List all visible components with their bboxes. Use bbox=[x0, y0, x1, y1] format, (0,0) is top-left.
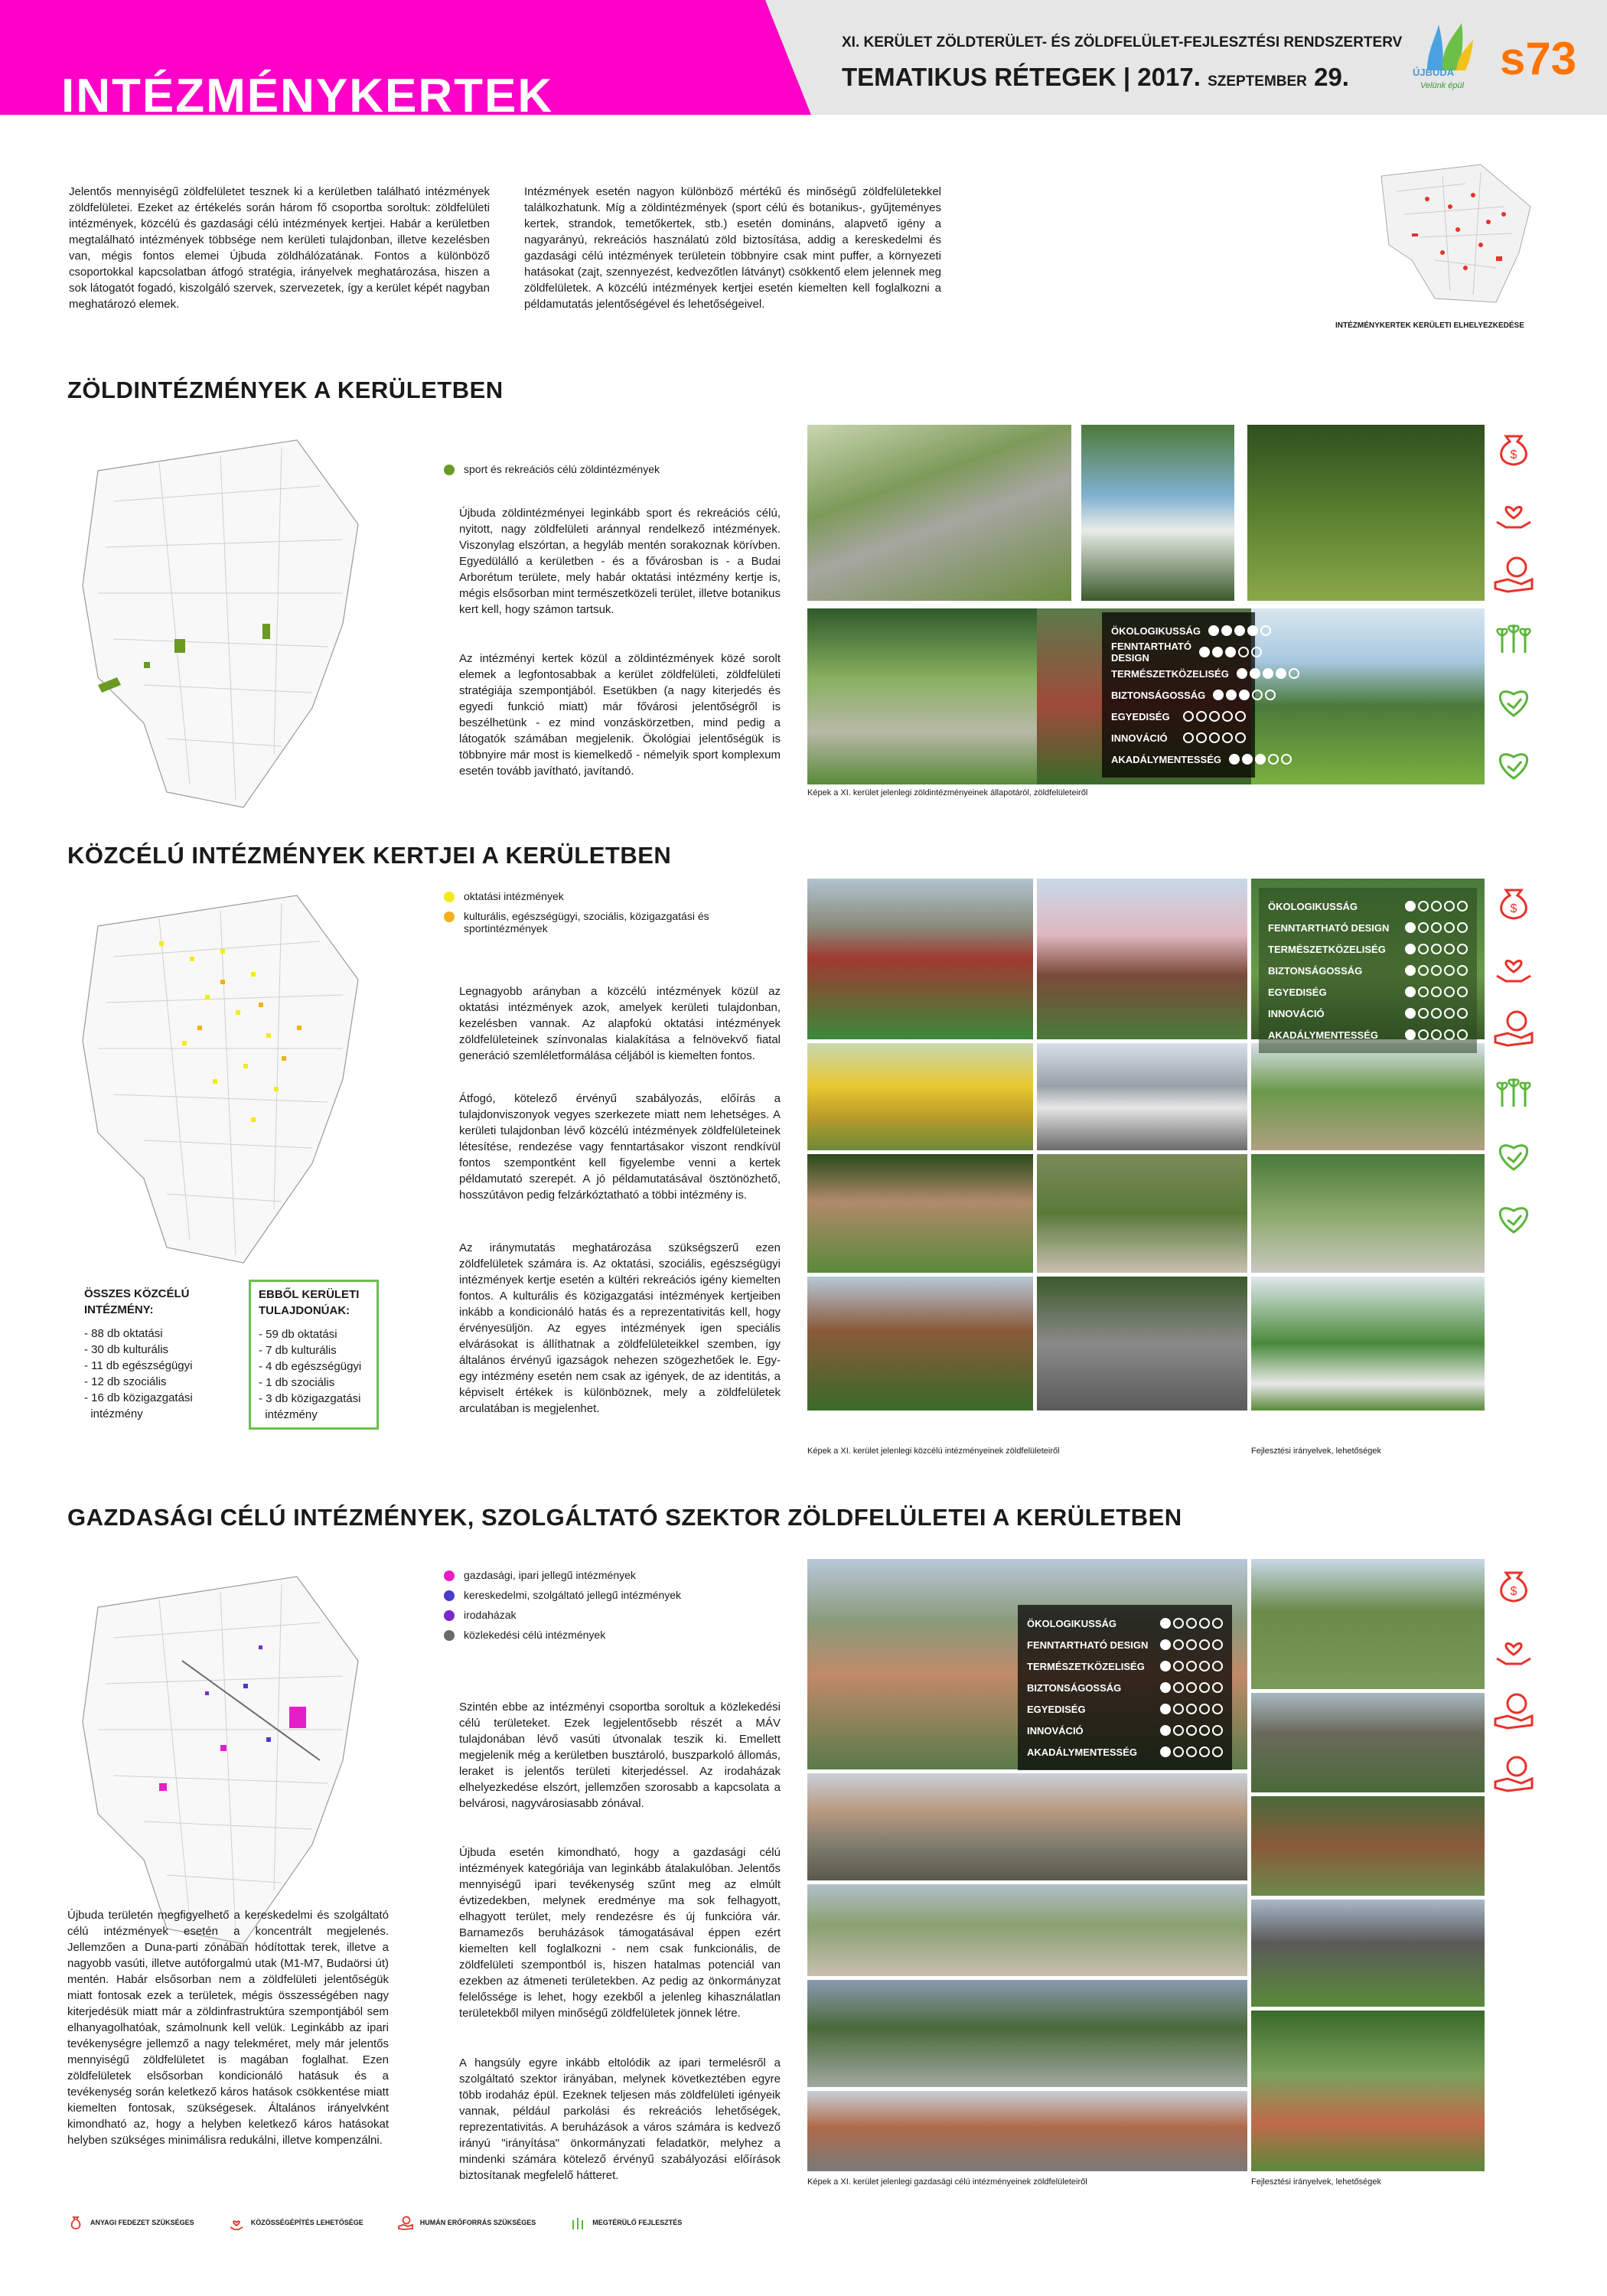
rating-circle bbox=[1418, 901, 1429, 912]
rating-circle bbox=[1160, 1639, 1171, 1650]
rating-label: EGYEDISÉG bbox=[1027, 1703, 1086, 1715]
rating-row bbox=[1027, 1634, 1223, 1655]
photo-green-rail bbox=[1251, 1796, 1485, 1896]
heart-leaf-icon bbox=[1491, 1130, 1537, 1176]
rating-circle bbox=[1405, 965, 1416, 976]
photo-power-plant bbox=[807, 2091, 1247, 2171]
section3-caption-left: Képek a XI. kerület jelenlegi gazdasági célú intézményeinek zöldfelületeiről bbox=[807, 2177, 1087, 2187]
rating-circle bbox=[1405, 922, 1416, 933]
rating-circle bbox=[1457, 944, 1468, 954]
rating-circles bbox=[1160, 1746, 1223, 1757]
district-owned-box bbox=[249, 1280, 379, 1430]
rating-label: AKADÁLYMENTESSÉG bbox=[1268, 1029, 1378, 1041]
rating-row bbox=[1111, 748, 1246, 770]
rating-label: EGYEDISÉG bbox=[1111, 710, 1170, 722]
rating-circle bbox=[1276, 668, 1286, 679]
money-hand-icon bbox=[1491, 1004, 1537, 1050]
rating-circle bbox=[1199, 1618, 1210, 1629]
money-hand-icon bbox=[1491, 550, 1537, 596]
plants-icon bbox=[569, 2214, 586, 2231]
rating-circle bbox=[1405, 901, 1416, 912]
section2-text-3: Az iránymutatás meghatározása szükségszerű ezen zöldfelületek számára is. Az oktatási, szociális, egészségügyi intézmények kertje esetén a kültéri rekreációs igény kiemelten fontos. A kulturális és közigazgatási intézmények kertjeiben inkább a kondicionáló hatás és a reprezentativitás kell, hogy érvényesüljön. Az egyes intézmények igen speciális elvárásokat is állíthatnak a zöldfelületeikkel szemben, így általános érvényű igazságok nehezen szögezhetőek le. Egy-egy intézmény esetén nem csak az igények, de az identitás, a képviselt értékek is különböznek, mely a zöldfelületek arculatában is megjelenhet. bbox=[459, 1241, 781, 1415]
rating-label: BIZTONSÁGOSSÁG bbox=[1111, 689, 1206, 701]
rating-row bbox=[1111, 727, 1246, 748]
rating-label: AKADÁLYMENTESSÉG bbox=[1027, 1746, 1137, 1758]
section1-text-2: Az intézményi kertek közül a zöldintézmények közé sorolt elemek a legfontosabbak a kerület zöldfelületi, zöldfelületi stratégiája szempontjából. Esetükben (a nagy kiterjedés és egyedi funkció miatt) már fővárosi jelentőségről is beszélhetünk - ez mind vonzáskörzetben, mind pedig a látogatók számában megjelenik. Ökológiai jelentőségük is többnyire már most is kiemelkedő - némelyik sport komplexum esetén tovább javítható, javítandó. bbox=[459, 652, 781, 778]
footer-label: HUMÁN ERŐFORRÁS SZÜKSÉGES bbox=[419, 2219, 536, 2226]
rating-circle bbox=[1457, 1029, 1468, 1040]
page-code: s73 bbox=[1500, 33, 1577, 84]
rating-circle bbox=[1196, 711, 1207, 722]
rating-circle bbox=[1186, 1682, 1197, 1693]
rating-label: ÖKOLOGIKUSSÁG bbox=[1268, 900, 1358, 912]
rating-circles bbox=[1229, 754, 1292, 765]
rating-circle bbox=[1281, 754, 1292, 765]
photo-park-lawn bbox=[1251, 1559, 1485, 1689]
money-hand-icon bbox=[1491, 1750, 1537, 1795]
rating-circle bbox=[1444, 965, 1455, 976]
section2-district-map bbox=[67, 888, 366, 1270]
rating-circle bbox=[1212, 647, 1223, 657]
rating-circle bbox=[1289, 668, 1299, 679]
plants-icon bbox=[1491, 1067, 1537, 1113]
rating-circle bbox=[1234, 625, 1245, 636]
rating-circle bbox=[1160, 1618, 1171, 1629]
photo-school-sportfield bbox=[807, 879, 1033, 1039]
rating-circle bbox=[1431, 987, 1442, 997]
header-subtitle: XI. KERÜLET ZÖLDTERÜLET- ÉS ZÖLDFELÜLET-FEJLESZTÉSI RENDSZERTERV bbox=[842, 34, 1403, 51]
rating-circle bbox=[1196, 732, 1207, 743]
photo-office-courtyard bbox=[807, 1884, 1247, 1976]
rating-circle bbox=[1229, 754, 1240, 765]
rating-circle bbox=[1252, 690, 1263, 700]
footer-item bbox=[397, 2214, 536, 2231]
money-hand-icon bbox=[397, 2214, 414, 2231]
rating-circle bbox=[1212, 1639, 1223, 1650]
rating-circle bbox=[1160, 1746, 1171, 1757]
rating-label: INNOVÁCIÓ bbox=[1027, 1724, 1084, 1737]
rating-circle bbox=[1160, 1704, 1171, 1714]
rating-circle bbox=[1173, 1639, 1184, 1650]
rating-circle bbox=[1265, 690, 1276, 700]
legend-label: kulturális, egészségügyi, szociális, közigazgatási és sportintézmények bbox=[464, 910, 709, 934]
rating-circle bbox=[1235, 732, 1246, 743]
location-map-caption: INTÉZMÉNYKERTEK KERÜLETI ELHELYEZKEDÉSE bbox=[1335, 321, 1524, 330]
rating-label: TERMÉSZETKÖZELISÉG bbox=[1111, 667, 1229, 680]
photo-railway-silos bbox=[807, 1773, 1247, 1880]
section3-text-mid-2: Újbuda esetén kimondható, hogy a gazdasági célú intézmények kategóriája van leginkább átalakulóban. Jelentős mennyiségű ipari tevékenység szűnt meg az elmúlt évtizedekben, melynek eredménye ma sok felhagyott, elhagyott terület, mely rendezésre és új funkcióra vár. Barnamezős beruházások támogatásával éppen ezért kiemelten kell foglalkozni - nem csak funkcionális, de zöldfelületi szempontból is, hiszen hatalmas potenciál van ezekben az átmeneti területekben. Az pedig az önkormányzat felelőssége is lehet, hogy ezekből a jelenleg kihasználatlan területekből milyen minőségű zöldfelületek jönnek létre. bbox=[459, 1846, 781, 2020]
rating-circle bbox=[1457, 1008, 1468, 1019]
rating-circle bbox=[1431, 1029, 1442, 1040]
rating-circle bbox=[1405, 1008, 1416, 1019]
list-item: intézmény bbox=[259, 1408, 318, 1421]
rating-circles bbox=[1405, 901, 1468, 912]
list-item: - 12 db szociális bbox=[84, 1375, 167, 1388]
rating-circle bbox=[1209, 711, 1220, 722]
rating-label: TERMÉSZETKÖZELISÉG bbox=[1027, 1660, 1145, 1672]
rating-circle bbox=[1212, 1704, 1223, 1714]
footer-label: ANYAGI FEDEZET SZÜKSÉGES bbox=[90, 2219, 194, 2226]
rating-circles bbox=[1405, 944, 1468, 954]
footer-item bbox=[228, 2214, 363, 2231]
rating-circles bbox=[1405, 1008, 1468, 1019]
rating-label: BIZTONSÁGOSSÁG bbox=[1268, 964, 1363, 977]
rating-circle bbox=[1431, 944, 1442, 954]
rating-circle bbox=[1186, 1746, 1197, 1757]
rating-circle bbox=[1238, 647, 1249, 657]
rating-circles bbox=[1405, 987, 1468, 997]
rating-circle bbox=[1431, 922, 1442, 933]
rating-row bbox=[1111, 706, 1246, 727]
svg-text:$: $ bbox=[1510, 902, 1517, 915]
list-item: - 16 db közigazgatási bbox=[84, 1391, 193, 1404]
section2-caption-left: Képek a XI. kerület jelenlegi közcélú intézményeinek zöldfelületeiről bbox=[807, 1446, 1060, 1456]
rating-label: INNOVÁCIÓ bbox=[1111, 732, 1168, 744]
footer-item bbox=[67, 2214, 194, 2231]
photo-public-benches bbox=[1251, 1277, 1485, 1411]
district-location-map bbox=[1366, 161, 1542, 306]
rating-circle bbox=[1213, 690, 1224, 700]
list-item: - 4 db egészségügyi bbox=[259, 1360, 362, 1373]
rating-circle bbox=[1444, 1029, 1455, 1040]
rating-circle bbox=[1457, 922, 1468, 933]
rating-circle bbox=[1199, 1725, 1210, 1736]
photo-office-building bbox=[1037, 1043, 1247, 1150]
section1-caption: Képek a XI. kerület jelenlegi zöldintézményeinek állapotáról, zöldfelületeiről bbox=[807, 788, 1088, 797]
rating-circles bbox=[1183, 732, 1246, 743]
rating-circle bbox=[1268, 754, 1279, 765]
rating-circle bbox=[1183, 711, 1194, 722]
box-title: ÖSSZES KÖZCÉLÚ INTÉZMÉNY: bbox=[84, 1287, 190, 1316]
rating-label: FENNTARTHATÓ DESIGN bbox=[1268, 921, 1390, 934]
list-item: intézmény bbox=[84, 1407, 143, 1420]
rating-circle bbox=[1405, 1029, 1416, 1040]
logo-name: ÚJBUDA bbox=[1413, 67, 1455, 78]
logo-tagline: Velünk épül bbox=[1420, 81, 1465, 90]
legend-label: oktatási intézmények bbox=[464, 890, 564, 902]
footer-item bbox=[569, 2214, 682, 2231]
rating-circle bbox=[1209, 732, 1220, 743]
money-bag-icon bbox=[67, 2214, 84, 2231]
rating-circle bbox=[1173, 1746, 1184, 1757]
hands-heart-icon bbox=[228, 2214, 245, 2231]
rating-label: EGYEDISÉG bbox=[1268, 986, 1327, 998]
section3-text-left: Újbuda területén megfigyelhető a kereskedelmi és szolgáltató célú intézmények esetén a koncentrált megjelenés. Jellemzően a Duna-parti zónában hódítottak terek, illetve a nagyobb vasúti, illetve autóforgalmú utak (M1-M7, Budaörsi út) mentén. Habár elsősorban nem a zöldfelületi jelentőségük miatt fontosak ezek a területek, mégis összességében nagy kiterjedésük miatt már a zöldinfrastruktúra szempontjából sem elhanyagolhatóak, számolnunk kell velük. Leginkább az ipari tevékenységre jellemző a nagy telekméret, mely már jelentős mennyiségű zöldfelületet is magában foglalhat. Ezen zöldfelületek elsősorban kondicionáló hatásuk és a tevékenység során keletkező káros hatások csökkentése miatt kiemelten fontosak, szükségesek. Általános irányelvként kimondható az, hogy a helyben keletkező káros hatásokat helyben szükséges minimálisra redukálni, illetve kompenzálni. bbox=[67, 1909, 389, 2147]
hands-heart-icon bbox=[1491, 488, 1537, 533]
photo-green-wall bbox=[1037, 1154, 1247, 1273]
rating-circle bbox=[1186, 1725, 1197, 1736]
rating-circle bbox=[1173, 1725, 1184, 1736]
section3-text-mid-1: Szintén ebbe az intézményi csoportba soroltuk a közlekedési célú területeket. Ezek legjelentősebb részét a MÁV tulajdonában lévő vasúti útvonalak teszik ki. Emellett megjelenik még a kerületben busztároló, buszparkoló állomás, leraket is jelentős területi kiterjedéssel. Az irodaházak elhelyezkedése elszórt, jellemzően szorosabb a kapcsolata a belvárosi, nagyvárosiasabb zónával. bbox=[459, 1701, 781, 1810]
section3-text-mid-3: A hangsúly egyre inkább eltolódik az ipari termelésről a szolgáltató szektor irányában, melynek következtében egyre több irodaház épül. Ezeknek teljesen más zöldfelületi igényeik vannak, például parkolási és rekreációs lehetőségek, reprezentativitás. A beruházások a város számára is kedvező irányú "irányítása" önkormányzati feladatkör, melyhez a mindenki számára kötelező érvényű szabályozási előírások biztosítanak megfelelő hátteret. bbox=[459, 2056, 781, 2182]
plants-icon bbox=[1491, 613, 1537, 659]
rating-row bbox=[1111, 641, 1246, 663]
rating-circle bbox=[1260, 625, 1271, 636]
rating-circles bbox=[1160, 1639, 1223, 1650]
section3-legend bbox=[444, 1569, 681, 1649]
rating-circle bbox=[1199, 1682, 1210, 1693]
legend-dot bbox=[444, 1570, 455, 1581]
photo-blossoming-tree bbox=[1037, 879, 1247, 1039]
photo-meadow bbox=[1247, 425, 1485, 601]
rating-circle bbox=[1444, 987, 1455, 997]
rating-circle bbox=[1431, 901, 1442, 912]
legend-label: sport és rekreációs célú zöldintézmények bbox=[464, 463, 660, 475]
footer-legend bbox=[67, 2214, 682, 2231]
rating-circle bbox=[1160, 1661, 1171, 1671]
rating-row bbox=[1027, 1613, 1223, 1634]
ujbuda-logo-icon bbox=[1412, 17, 1481, 105]
rating-circle bbox=[1250, 668, 1260, 679]
money-hand-icon bbox=[1491, 1687, 1537, 1733]
rating-circle bbox=[1186, 1618, 1197, 1629]
rating-circle bbox=[1251, 647, 1262, 657]
page-title: INTÉZMÉNYKERTEK bbox=[61, 70, 554, 122]
development-icons-1 bbox=[1491, 425, 1541, 801]
rating-circles bbox=[1199, 647, 1262, 657]
rating-circle bbox=[1444, 944, 1455, 954]
rating-circles bbox=[1183, 711, 1246, 722]
rating-circles bbox=[1160, 1725, 1223, 1736]
rating-circle bbox=[1418, 965, 1429, 976]
rating-circle bbox=[1418, 944, 1429, 954]
rating-circle bbox=[1247, 625, 1258, 636]
photo-industrial-park bbox=[1251, 1693, 1485, 1792]
rating-row bbox=[1111, 684, 1246, 706]
money-bag-icon bbox=[1491, 425, 1537, 471]
photo-green-roof bbox=[807, 1980, 1247, 2087]
list-item: - 59 db oktatási bbox=[259, 1328, 337, 1341]
rating-circles bbox=[1160, 1682, 1223, 1693]
rating-circle bbox=[1173, 1661, 1184, 1671]
legend-dot bbox=[444, 1630, 455, 1641]
rating-circles bbox=[1160, 1661, 1223, 1671]
rating-circle bbox=[1221, 625, 1232, 636]
rating-circle bbox=[1186, 1661, 1197, 1671]
rating-row bbox=[1111, 663, 1246, 684]
legend-dot bbox=[444, 1610, 455, 1621]
intro-text-1: Jelentős mennyiségű zöldfelületet tesznek ki a kerületben található intézmények zöldfelületei. Ezeket az értékelés során három fő csoportba soroltuk: zöldfelületi intézmények, közcélú és gazdasági célú intézmények kertjei. Habár a kerületben megtalálható intézmények többsége nem kerületi tulajdonban, illetve kezelésben van, mégis fontos elemei Újbuda zöldhálózatának. Fontos a különböző csoportokkal kapcsolatban átfogó stratégia, irányelvek meghatározása, hiszen a sok látogatót fogadó, kiszolgáló szervek, szervezetek, így a kerület képét nagyban meghatározó elemek. bbox=[69, 185, 490, 311]
photo-garden-square bbox=[1251, 1043, 1485, 1150]
section1-title: ZÖLDINTÉZMÉNYEK A KERÜLETBEN bbox=[67, 377, 504, 403]
rating-circle bbox=[1212, 1746, 1223, 1757]
money-bag-icon bbox=[1491, 1561, 1537, 1607]
rating-circle bbox=[1212, 1618, 1223, 1629]
legend-label: irodaházak bbox=[464, 1609, 517, 1621]
rating-circle bbox=[1160, 1725, 1171, 1736]
rating-label: ÖKOLOGIKUSSÁG bbox=[1027, 1617, 1117, 1629]
list-item: - 3 db közigazgatási bbox=[259, 1392, 361, 1405]
rating-row bbox=[1268, 1024, 1468, 1045]
rating-circle bbox=[1208, 625, 1219, 636]
rating-circle bbox=[1418, 987, 1429, 997]
rating-circle bbox=[1222, 732, 1233, 743]
photo-swimming-pool bbox=[1081, 425, 1234, 601]
rating-circle bbox=[1186, 1639, 1197, 1650]
rating-circle bbox=[1199, 1661, 1210, 1671]
list-item: - 7 db kulturális bbox=[259, 1344, 337, 1357]
rating-circle bbox=[1405, 944, 1416, 954]
photo-school-building bbox=[807, 1277, 1033, 1411]
rating-circle bbox=[1255, 754, 1266, 765]
rating-row bbox=[1027, 1655, 1223, 1677]
rating-circles bbox=[1405, 1029, 1468, 1040]
rating-circle bbox=[1239, 690, 1250, 700]
heart-leaf-icon bbox=[1491, 739, 1537, 784]
rating-circle bbox=[1186, 1704, 1197, 1714]
rating-row bbox=[1268, 1003, 1468, 1024]
legend-label: gazdasági, ipari jellegű intézmények bbox=[464, 1569, 636, 1581]
photo-elevated-park bbox=[1251, 2011, 1485, 2171]
rating-row bbox=[1027, 1677, 1223, 1698]
rating-label: BIZTONSÁGOSSÁG bbox=[1027, 1681, 1122, 1694]
svg-text:$: $ bbox=[1510, 448, 1517, 461]
rating-circle bbox=[1173, 1618, 1184, 1629]
section2-rating-panel bbox=[1259, 888, 1477, 1053]
hands-heart-icon bbox=[1491, 941, 1537, 987]
section1-legend bbox=[444, 463, 660, 483]
section3-district-map bbox=[67, 1569, 366, 1952]
rating-circle bbox=[1226, 690, 1237, 700]
rating-circle bbox=[1237, 668, 1247, 679]
photo-garden-path bbox=[807, 608, 1037, 784]
rating-circle bbox=[1418, 922, 1429, 933]
photo-hospital-garden bbox=[807, 1154, 1033, 1273]
rating-row bbox=[1268, 981, 1468, 1003]
list-item: - 11 db egészségügyi bbox=[84, 1359, 193, 1372]
legend-dot bbox=[444, 892, 455, 902]
rating-circle bbox=[1183, 732, 1194, 743]
photo-arboretum-stairs bbox=[807, 425, 1071, 601]
money-bag-icon bbox=[1491, 879, 1537, 925]
rating-row bbox=[1268, 938, 1468, 960]
rating-circle bbox=[1457, 965, 1468, 976]
box-title: EBBŐL KERÜLETI TULAJDONÚAK: bbox=[259, 1288, 360, 1317]
photo-wheelchair-garden bbox=[1251, 1154, 1485, 1273]
rating-circle bbox=[1418, 1008, 1429, 1019]
rating-circle bbox=[1405, 987, 1416, 997]
header-band bbox=[765, 0, 1607, 115]
section2-text-2: Átfogó, kötelező érvényű szabályozás, előírás a tulajdonviszonyok vegyes szerkezete miatt nem lehetséges. A kerületi tulajdonban lévő közcélú intézmények zöldfelületeinek létesítése, rendezése vagy fenntartásakor viszont rendkívül fontos szempontként kell figyelembe venni a kertek példamutató szerepét. A jó példamutatásával ösztönözhető, hosszútávon pedig felzárkóztatható a többi intézmény is. bbox=[459, 1092, 781, 1202]
development-icons-3 bbox=[1491, 1561, 1541, 1812]
rating-circle bbox=[1199, 647, 1210, 657]
rating-circles bbox=[1213, 690, 1276, 700]
svg-text:$: $ bbox=[1510, 1585, 1517, 1598]
rating-circle bbox=[1173, 1704, 1184, 1714]
rating-row bbox=[1268, 895, 1468, 917]
photo-bridge-garden bbox=[1251, 1900, 1485, 2007]
hands-heart-icon bbox=[1491, 1624, 1537, 1670]
rating-label: TERMÉSZETKÖZELISÉG bbox=[1268, 943, 1386, 955]
rating-row bbox=[1027, 1720, 1223, 1741]
rating-circles bbox=[1160, 1704, 1223, 1714]
rating-circle bbox=[1212, 1682, 1223, 1693]
development-icons-2 bbox=[1491, 879, 1541, 1255]
rating-label: FENNTARTHATÓ DESIGN bbox=[1111, 641, 1191, 664]
rating-circle bbox=[1199, 1639, 1210, 1650]
legend-label: közlekedési célú intézmények bbox=[464, 1629, 606, 1641]
rating-label: AKADÁLYMENTESSÉG bbox=[1111, 753, 1221, 765]
rating-circle bbox=[1444, 922, 1455, 933]
section3-caption-right: Fejlesztési irányelvek, lehetőségek bbox=[1251, 2177, 1381, 2187]
section2-title: KÖZCÉLÚ INTÉZMÉNYEK KERTJEI A KERÜLETBEN bbox=[67, 842, 672, 869]
list-item: - 88 db oktatási bbox=[84, 1327, 163, 1340]
rating-circles bbox=[1160, 1618, 1223, 1629]
rating-circles bbox=[1208, 625, 1271, 636]
section2-text-1: Legnagyobb arányban a közcélú intézmények közül az oktatási intézmények azok, amelyek kerületi tulajdonban, kezelésben vannak. Az alapfokú oktatási intézmények zöldfelületeinek színvonalas kialakítása a felnövekvő fiatal generáció szemléletformálása céljából is kiemelten fontos. bbox=[459, 985, 781, 1062]
public-institutions-box bbox=[84, 1286, 222, 1422]
rating-circle bbox=[1199, 1704, 1210, 1714]
rating-circle bbox=[1225, 647, 1236, 657]
rating-circle bbox=[1263, 668, 1273, 679]
rating-circle bbox=[1444, 901, 1455, 912]
legend-dot bbox=[444, 1590, 455, 1601]
rating-circle bbox=[1235, 711, 1246, 722]
heart-leaf-icon bbox=[1491, 676, 1537, 722]
rating-circle bbox=[1212, 1725, 1223, 1736]
section3-rating-panel bbox=[1018, 1605, 1232, 1770]
rating-label: INNOVÁCIÓ bbox=[1268, 1007, 1325, 1019]
rating-label: ÖKOLOGIKUSSÁG bbox=[1111, 625, 1201, 637]
rating-circle bbox=[1173, 1682, 1184, 1693]
rating-row bbox=[1268, 917, 1468, 938]
rating-circle bbox=[1457, 901, 1468, 912]
section2-caption-right: Fejlesztési irányelvek, lehetőségek bbox=[1251, 1446, 1381, 1456]
heart-leaf-icon bbox=[1491, 1192, 1537, 1238]
rating-row bbox=[1027, 1698, 1223, 1720]
rating-circle bbox=[1199, 1746, 1210, 1757]
legend-label: kereskedelmi, szolgáltató jellegű intézmények bbox=[464, 1589, 682, 1601]
rating-circle bbox=[1222, 711, 1233, 722]
footer-label: KÖZÖSSÉGÉPÍTÉS LEHETŐSÉGE bbox=[250, 2219, 363, 2226]
rating-label: FENNTARTHATÓ DESIGN bbox=[1027, 1639, 1149, 1651]
section1-text-1: Újbuda zöldintézményei leginkább sport és rekreációs célú, nyitott, nagy zöldfelületi aránnyal rendelkező intézmények. Viszonylag elszórtan, a hegyláb mentén sorakoznak körívben. Egyedülálló a kerületben - és a fővárosban is - a Budai Arborétum területe, mely habár oktatási intézmény kertje is, mégis elsősorban mint természetközeli terület, illetve botanikus kert kell, hogy számon tartsuk. bbox=[459, 507, 781, 616]
photo-entrance bbox=[1037, 1277, 1247, 1411]
rating-circle bbox=[1457, 987, 1468, 997]
rating-circle bbox=[1418, 1029, 1429, 1040]
section2-legend bbox=[444, 890, 781, 942]
rating-row bbox=[1111, 620, 1246, 641]
photo-yellow-school bbox=[807, 1043, 1033, 1150]
rating-circles bbox=[1237, 668, 1299, 679]
legend-dot bbox=[444, 465, 455, 475]
header-date: TEMATIKUS RÉTEGEK | 2017. SZEPTEMBER 29. bbox=[842, 63, 1349, 91]
list-item: - 30 db kulturális bbox=[84, 1343, 169, 1356]
rating-circle bbox=[1212, 1661, 1223, 1671]
rating-circle bbox=[1431, 965, 1442, 976]
rating-row bbox=[1268, 960, 1468, 981]
section1-district-map bbox=[67, 432, 366, 815]
legend-dot bbox=[444, 912, 455, 922]
footer-label: MEGTÉRÜLŐ FEJLESZTÉS bbox=[592, 2219, 683, 2226]
rating-circles bbox=[1405, 922, 1468, 933]
rating-circle bbox=[1431, 1008, 1442, 1019]
section3-title: GAZDASÁGI CÉLÚ INTÉZMÉNYEK, SZOLGÁLTATÓ SZEKTOR ZÖLDFELÜLETEI A KERÜLETBEN bbox=[67, 1504, 1182, 1531]
rating-circle bbox=[1160, 1682, 1171, 1693]
rating-row bbox=[1027, 1741, 1223, 1763]
list-item: - 1 db szociális bbox=[259, 1376, 335, 1389]
rating-circle bbox=[1242, 754, 1253, 765]
intro-text-2: Intézmények esetén nagyon különböző mértékű és minőségű zöldfelületekkel találkozhatunk. Míg a zöldintézmények (sport célú és botanikus-, gyűjteményes kertek, strandok, temetőkertek, stb.) esetén domináns, alapvető igény a nagyarányú, rekreációs használatú zöld biztosítása, addig a kereskedelmi és gazdasági célú intézmények területein többnyire csak mint puffer, a környezeti hatásokat (zajt, szennyezést, kedvezőtlen látványt) csökkentő elem jelennek meg zöldfelületek. A közcélú intézmények kertjei esetén kiemelten kell foglalkozni a példamutatás jelentőségével és lehetőségeivel. bbox=[524, 185, 941, 311]
rating-circles bbox=[1405, 965, 1468, 976]
section1-rating-panel bbox=[1102, 612, 1255, 778]
rating-circle bbox=[1444, 1008, 1455, 1019]
